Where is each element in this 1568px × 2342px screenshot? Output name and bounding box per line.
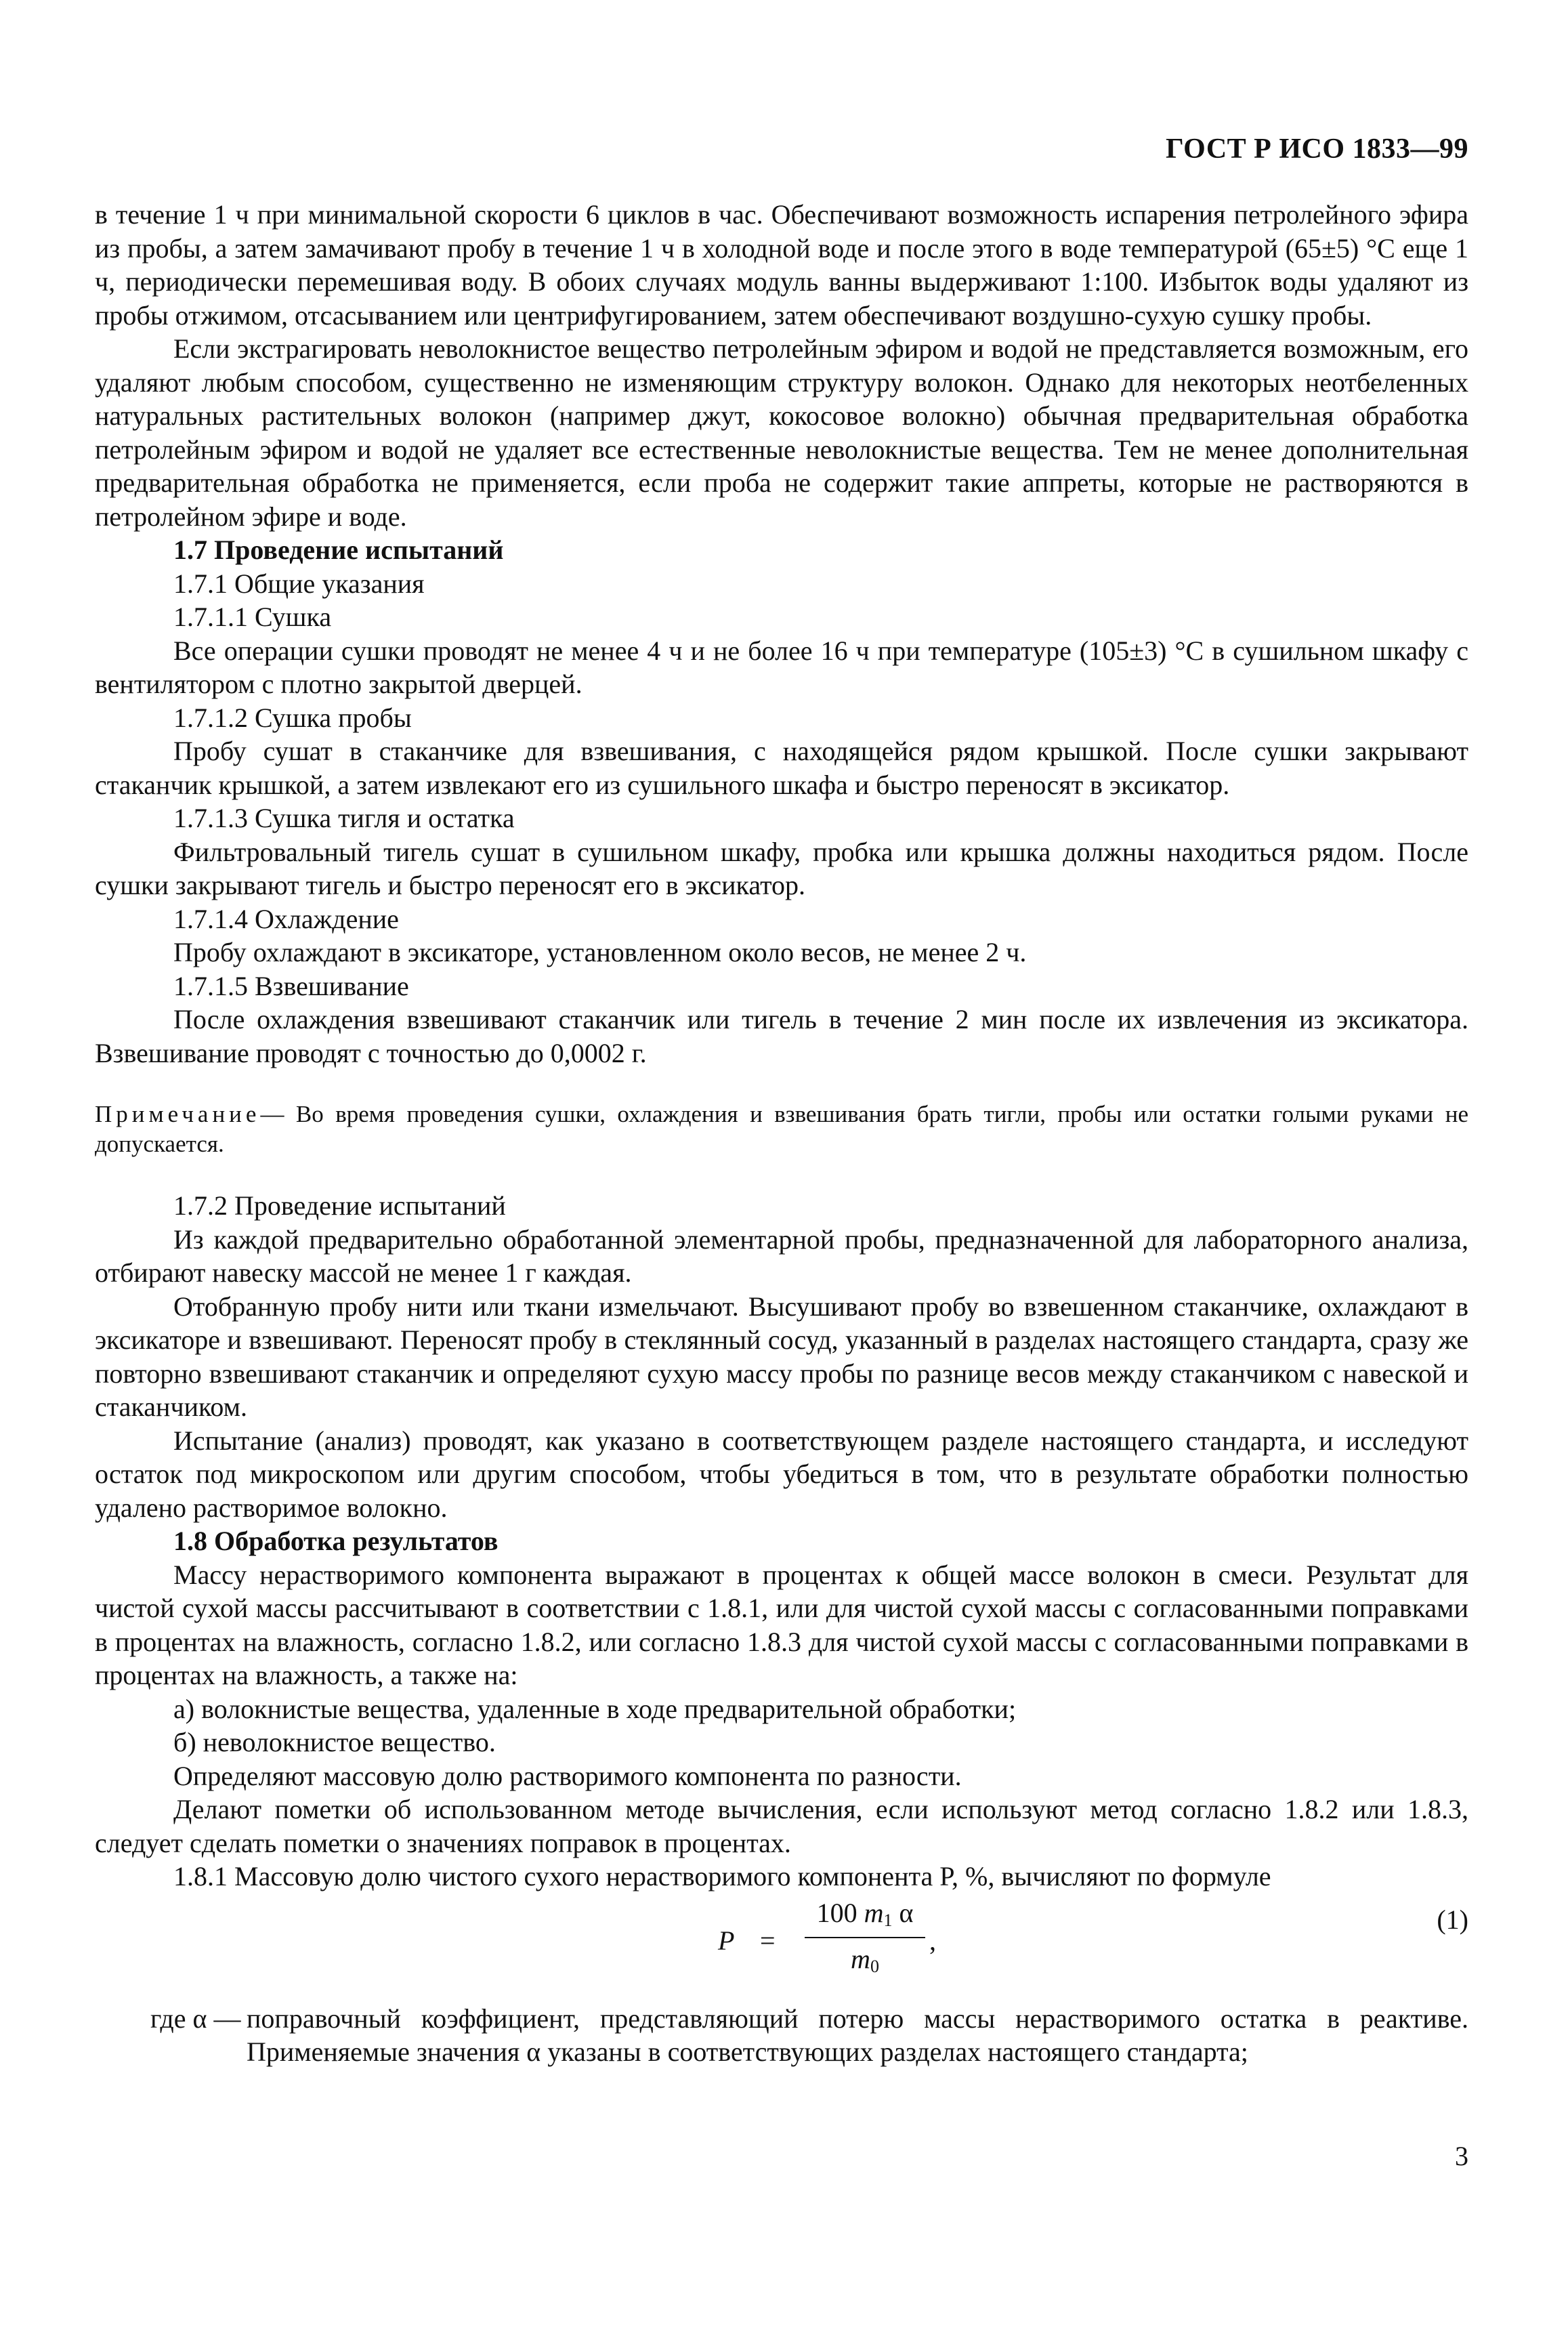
paragraph: Если экстрагировать неволокнистое вещество петролейным эфиром и водой не представляется возможным, его удаляют любым способом, существенно не изменяющим структуру волокон. Однако для некоторых неотбеленных натуральных растительных волокон (например джут, кокосовое волокно) обычная предварительная обработка петролейным эфиром и водой не удаляет все естественные неволокнистые вещества. Тем не менее дополнительная предварительная обработка не применяется, если проба не содержит такие аппреты, которые не растворяются в петролейном эфире и воде. <box>95 333 1468 532</box>
paragraph: 1.8.1 Массовую долю чистого сухого нерастворимого компонента P, %, вычисляют по формуле <box>173 1861 1271 1891</box>
paragraph: Фильтровальный тигель сушат в сушильном шкафу, пробка или крышка должны находиться рядом. После сушки закрывают тигель и быстро переносят его в эксикатор. <box>95 836 1468 900</box>
note-label: Примечание <box>95 1101 261 1127</box>
formula-expression <box>691 1896 975 1982</box>
paragraph: Отобранную пробу нити или ткани измельчают. Высушивают пробу во взвешенном стаканчике, охлаждают в эксикаторе и взвешивают. Переносят пробу в стеклянный сосуд, указанный в разделах настоящего стандарта, сразу же повторно взвешивают стаканчик и определяют сухую массу пробы по разнице весов между стаканчиком с навеской и стаканчиком. <box>95 1291 1468 1422</box>
numerator-variable: m <box>864 1897 884 1928</box>
fraction-bar <box>805 1937 925 1938</box>
paragraph: в течение 1 ч при минимальной скорости 6 циклов в час. Обеспечивают возможность испарения петролейного эфира из пробы, а затем замачивают пробу в течение 1 ч в холодной воде и после этого в воде температурой (65±5) °С еще 1 ч, периодически перемешивая воду. В обоих случаях модуль ванны выдерживают 1:100. Избыток воды удаляют из пробы отжимом, отсасыванием или центрифугированием, затем обеспечивают воздушно-сухую сушку пробы. <box>95 199 1468 331</box>
subsection-heading: 1.7.1.2 Сушка пробы <box>173 702 412 733</box>
denominator-variable: m <box>851 1943 870 1974</box>
numerator-alpha: α <box>899 1897 914 1928</box>
paragraph: Пробу сушат в стаканчике для взвешивания, с находящейся рядом крышкой. После сушки закрывают стаканчик крышкой, а затем извлекают его из сушильного шкафа и быстро переносят в эксикатор. <box>95 736 1468 800</box>
note <box>95 1100 1468 1159</box>
subsection-heading: 1.7.1.5 Взвешивание <box>173 970 409 1001</box>
subsection-heading: 1.7.1.1 Сушка <box>173 602 332 632</box>
formula-number: (1) <box>1437 1904 1468 1935</box>
paragraph: Все операции сушки проводят не менее 4 ч и не более 16 ч при температуре (105±3) °С в сушильном шкафу с вентилятором с плотно закрытой дверцей. <box>95 635 1468 699</box>
paragraph: Определяют массовую долю растворимого компонента по разности. <box>173 1760 962 1791</box>
subsection-heading: 1.7.2 Проведение испытаний <box>173 1190 506 1221</box>
denominator-subscript: 0 <box>870 1956 879 1976</box>
numerator-subscript: 1 <box>883 1910 893 1930</box>
formula-denominator <box>805 1942 925 1976</box>
where-label: где α — <box>150 2003 241 2034</box>
formula-equals: = <box>760 1925 776 1956</box>
formula-lhs: P <box>718 1925 735 1956</box>
section-heading: 1.8 Обработка результатов <box>173 1526 499 1556</box>
formula-1 <box>95 1896 1468 1982</box>
formula-comma: , <box>929 1925 936 1956</box>
numerator-coefficient: 100 <box>816 1897 857 1928</box>
subsection-heading: 1.7.1.3 Сушка тигля и остатка <box>173 803 515 833</box>
note-text: — Во время проведения сушки, охлаждения и взвешивания брать тигли, пробы или остатки голыми руками не допускается. <box>95 1101 1468 1157</box>
document-body <box>95 198 1468 2069</box>
document-header: ГОСТ Р ИСО 1833—99 <box>1165 133 1468 165</box>
subsection-heading: 1.7.1 Общие указания <box>173 568 425 599</box>
section-heading: 1.7 Проведение испытаний <box>173 535 504 565</box>
paragraph: Испытание (анализ) проводят, как указано в соответствующем разделе настоящего стандарта, и исследуют остаток под микроскопом или другим способом, чтобы убедиться в том, что в результате обработки полностью удалено растворимое волокно. <box>95 1425 1468 1523</box>
subsection-heading: 1.7.1.4 Охлаждение <box>173 903 399 934</box>
where-text: поправочный коэффициент, представляющий потерю массы нерастворимого остатка в реактиве. Применяемые значения α указаны в соответствующих разделах настоящего стандарта; <box>247 2003 1468 2067</box>
formula-numerator <box>805 1896 925 1930</box>
list-item: а) волокнистые вещества, удаленные в ходе предварительной обработки; <box>173 1693 1017 1724</box>
paragraph: Пробу охлаждают в эксикаторе, установленном около весов, не менее 2 ч. <box>173 937 1027 967</box>
paragraph: После охлаждения взвешивают стаканчик или тигель в течение 2 мин после их извлечения из эксикатора. Взвешивание проводят с точностью до 0,0002 г. <box>95 1004 1468 1068</box>
list-item: б) неволокнистое вещество. <box>173 1727 496 1757</box>
paragraph: Из каждой предварительно обработанной элементарной пробы, предназначенной для лабораторного анализа, отбирают навеску массой не менее 1 г каждая. <box>95 1224 1468 1288</box>
page-number: 3 <box>1455 2141 1468 2171</box>
paragraph: Массу нерастворимого компонента выражают в процентах к общей массе волокон в смеси. Результат для чистой сухой массы рассчитывают в соответствии с 1.8.1, или для чистой сухой массы с согласованными поправками в процентах на влажность, согласно 1.8.2, или согласно 1.8.3 для чистой сухой массы с согласованными поправками в процентах на влажность, а также на: <box>95 1559 1468 1690</box>
paragraph: Делают пометки об использованном методе вычисления, если используют метод согласно 1.8.2 или 1.8.3, следует сделать пометки о значениях поправок в процентах. <box>95 1794 1468 1858</box>
where-clause <box>95 2002 1468 2069</box>
